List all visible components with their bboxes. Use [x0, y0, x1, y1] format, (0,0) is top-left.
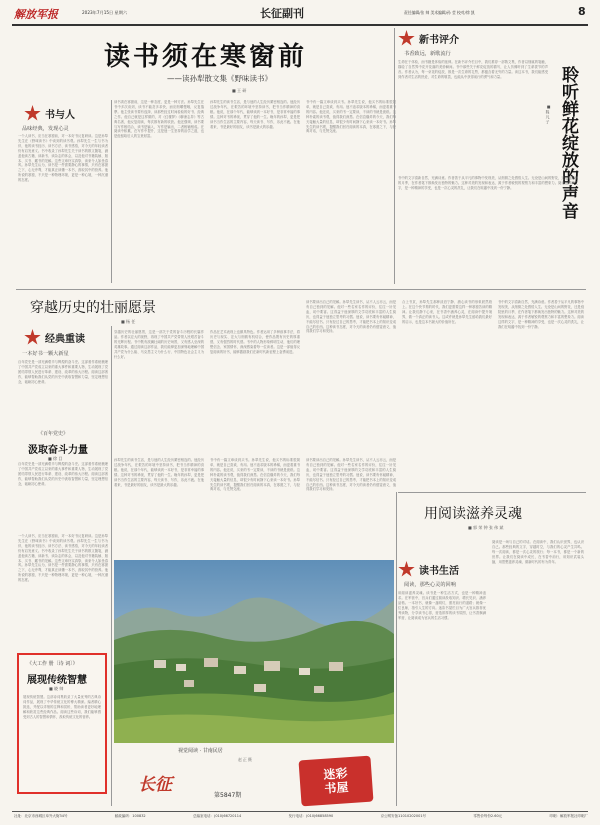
page-number: 8	[578, 5, 586, 18]
article-body-col-b: 读书须在寒窗前，这是一种态度，更是一种方法。孙犁先生在书中多次谈到，读书不能贪多求快，而应细嚼慢咽，反复揣摩。他主张读书要有选择，读那些经过时间检验的好书、经典之作。他自己就是这样做的，对《红楼梦》《聊斋志异》等古典名著，他反复阅读，每次都有新的收获。他还强调，读书要与写作相结合，读书是输入，写作是输出，二者相辅相成。在阅读中积累，在写作中提升，这是他一生坚持的治学之道，也是他留给后人的宝贵财富。	[114, 100, 204, 139]
article-body-col-m3: 一个人读书，应当在寒窗前，对一本好书反复研读。这是孙犁先生在《野味读书》中谈到的读书观。孙犁先生一生与书为伴，他的读书经历、读书方法、读书感悟，对今天的年轻读者仍有启发意义。书中收录了孙犁先生关于读书的散文随笔，涵盖他读古籍、读新书、读杂志的体会，以及他对书籍装帧、版本、买书、藏书的见解。这些文章朴实真挚，读来令人如坐春风。孙犁先生认为，读书是一件需要静心的事情，只有在寒窗之下，心无旁骛，才能真正读懂一本书，汲取其中的营养。他所说的寒窗，不只是一种物理环境，更是一种心境，一种沉潜的态度。	[18, 534, 108, 583]
bottom-license: 京公网安备11010202001号	[380, 814, 427, 818]
article-body-col-j: 作品在艺术表现上也颇具特色。作者运用了多种叙事手法，将历史与现实、宏大与细微有机结合，使作品既有历史的厚重感，又有强烈的时代感。书中的人物形象鲜明生动，他们的理想信念、家国情怀，深深感染着每一位读者。这是一部值得反复阅读的好书，能够激励我们在新时代新征程上奋勇前进。	[210, 330, 300, 354]
main-headline: 读书须在寒窗前	[104, 42, 308, 72]
bottom-rule	[12, 811, 588, 812]
section-divider	[16, 289, 586, 290]
bottom-phone-1: 总编室电话：(010)66720114	[192, 814, 242, 818]
bottom-printer: 印刷：解放军报社印刷厂	[549, 814, 588, 818]
section-new-books	[398, 30, 459, 47]
tradition-article-box	[17, 653, 107, 794]
article-body-col-f2: 书中的文字清新自然，充满诗意。作者善于从平凡的事物中发现美，从细微之处感悟人生。无论是山间的野花，还是庭院里的月季，在作者笔下都焕发出独特的魅力。这种对美的发现和表达，源于作者敏锐的观察力和丰富的想象力。阅读这样的文字，是一种精神的享受，也是一次心灵的洗礼，让我们在喧嚣中找到一份宁静。	[498, 300, 584, 329]
section-title: 经典重读	[45, 334, 85, 345]
article-body-col-a: 一个人读书，应当在寒窗前，对一本好书反复研读。这是孙犁先生在《野味读书》中谈到的读书观。孙犁先生一生与书为伴，他的读书经历、读书方法、读书感悟，对今天的年轻读者仍有启发意义。书中收录了孙犁先生关于读书的散文随笔，涵盖他读古籍、读新书、读杂志的体会，以及他对书籍装帧、版本、买书、藏书的见解。这些文章朴实真挚，读来令人如坐春风。孙犁先生认为，读书是一件需要静心的事情，只有在寒窗之下，心无旁骛，才能真正读懂一本书，汲取其中的营养。他所说的寒窗，不只是一种物理环境，更是一种心境，一种沉潜的态度。	[18, 134, 108, 183]
landscape-photo	[114, 560, 394, 743]
bottom-bar	[14, 814, 588, 819]
section-title: 书与人	[45, 110, 75, 121]
main-subtitle: ——读孙犁散文集《野味读书》	[167, 74, 272, 83]
nourish-byline: ■ 郭 荣 钟 张 伟 斌	[468, 525, 504, 530]
article-body-col-l: 阅读是一场与自己的对话。在阅读中，我们认识世界，也认识自己。那些经典的文字，穿越时空，与我们的心灵产生共鸣。每一次阅读，都是一次心灵的旅行；每一本书，都是一个新的世界。让我们在阅读中成长，在书香中前行，用知识武装头脑，用思想滋养灵魂，做新时代的有为青年。	[492, 540, 584, 564]
article-byline: ■ 程 凡 子	[546, 104, 551, 125]
column-divider	[111, 326, 112, 806]
badge-line-2: 书屋	[324, 780, 349, 796]
star-icon	[398, 561, 415, 578]
calligraphy-long-march: 长征	[138, 775, 172, 795]
section-name: 长征副刊	[260, 7, 304, 20]
section-subtitle: 品味经典，发现心灵	[22, 126, 69, 132]
power-byline: ■ 徐 目	[48, 456, 63, 461]
star-icon	[24, 329, 41, 346]
article-body-col-g: 生命在于体验，而书籍是体验的延伸。在新书评介栏目中，我们推荐一部散文集，作者以细腻的笔触，描绘了自然界中花开花落的美妙瞬间。书中那些关于鲜花绽放的描写，让人仿佛听到了生命拔节的声音。作者认为，每一朵花的绽放，都是一次生命的礼赞，都蕴含着无穷的力量。读这本书，我们能感受到作者对生活的热爱，对生命的敬畏，也能从中获得前行的勇气和力量。	[398, 60, 548, 79]
section-divider	[398, 492, 586, 493]
article-body-col-c: 孙犁先生的读书生活，是与他的人生经历紧密相连的。他经历过战争年代，在艰苦的环境中坚持读书，把书当作精神的食粮。他说，在那个年代，能够读到一本好书，是非常幸福的事情。这种对书的珍视，贯穿了他的一生。晚年的孙犁，更是把读书当作生活的主要内容，每天读书、写作，乐此不疲。在他看来，书是最好的朋友，读书是最大的乐趣。	[210, 100, 300, 129]
article-body-col-f: 合上书页，孙犁先生那种淡泊宁静、潜心读书的形象跃然纸上。在这个快节奏的时代，我们更需要这样一种寒窗苦读的精神。让我们静下心来，在书香中涵养心灵，在阅读中提升境界，做一个真正的读书人。这或许就是孙犁先生留给我们最好的启示，也是这本书最大的价值所在。	[402, 300, 492, 324]
nourish-headline: 用阅读滋养灵魂	[424, 506, 522, 522]
section-reader-heart	[24, 105, 75, 122]
masthead-logo: 解放军报	[14, 8, 58, 21]
history-byline: ■ 杨 任	[121, 319, 136, 324]
tradition-body: 展现传统智慧。这部诗词集收录了大量优秀的古典诗词作品，展现了中华传统文化的博大精深。编者精心挑选，并配以详细的注释和赏析，帮助读者更好地理解和欣赏这些经典作品。阅读这些诗词，我们能够感受到古人的智慧和情怀，汲取传统文化的营养。	[23, 695, 101, 719]
main-byline: ■ 王 研	[232, 88, 247, 93]
top-rule	[12, 24, 588, 26]
tradition-series: 《大工作 册〔诗 词〕》	[27, 661, 78, 667]
camo-bookshop-badge	[298, 756, 373, 807]
article-body-col-h: 书中的文字清新自然，充满诗意。作者善于从平凡的事物中发现美，从细微之处感悟人生。无论是山间的野花，还是庭院里的月季，在作者笔下都焕发出独特的魅力。这种对美的发现和表达，源于作者敏锐的观察力和丰富的想象力。阅读这样的文字，是一种精神的享受，也是一次心灵的洗礼，让我们在喧嚣中找到一份宁静。	[398, 176, 578, 190]
editors-line: 责任编辑/张 帅 美术编辑/孙 莹 校对/徐 凯	[404, 10, 475, 15]
article-body-col-d: 书中有一篇文章谈到买书。孙犁先生说，他买书的标准很简单，就是自己喜欢、有用。他不追求版本的珍稀，而更看重书的内容。他还说，买来的书一定要读，不读的书就是废纸。这种朴素的读书观，值得我们深思。在信息爆炸的今天，我们每天接触大量的信息，却很少有时间静下心来读一本好书。孙犁先生的读书观，提醒我们回归阅读的本真，在寒窗之下，与经典对话，与先贤交流。	[306, 100, 396, 134]
section-title: 读书生活	[419, 566, 459, 577]
section-classics	[24, 329, 85, 346]
article-body-col-k: 用阅读滋养灵魂。读书是一种生活方式，也是一种精神追求。在军营中，官兵们通过阅读汲取知识、增长见识、涵养品格。一本好书，就像一盏明灯，照亮前行的道路；就像一位良师，指引人生的方向。迷彩书屋栏目为广大官兵推荐优秀读物，分享读书心得，营造浓厚的读书氛围，让书香飘满军营，让阅读成为官兵的生活习惯。	[398, 591, 486, 620]
section-reading-life	[398, 561, 459, 578]
history-headline: 穿越历史的壮丽愿景	[30, 300, 156, 316]
section-subtitle: 书香致远，新歌流行	[404, 51, 451, 57]
photo-credit: 赵 正 摄	[238, 757, 252, 762]
photo-mountain-village	[114, 560, 394, 743]
article-body-col-i: 穿越历史的壮丽愿景，这是一部关于党的奋斗历程的长篇作品。作者以宏大的视野，再现了中国共产党带领人民艰苦奋斗的光辉历程。书中既有波澜壮阔的历史场景，又有感人至深的英雄故事。通过阅读这部作品，我们能够更加深刻地理解中国共产党为什么能、马克思主义为什么行、中国特色社会主义为什么好。	[114, 330, 204, 359]
article-body-col-e2: 读书要读出自己的见解。孙犁先生读书，从不人云亦云，而是有自己独到的见解。他对一些名家名作的评价，往往一针见血，切中要害。这得益于他深厚的文学功底和丰富的人生阅历，也得益于他独立思考的习惯。他说，读书要有怀疑精神，不能尽信书。只有经过自己的思考，才能把书本上的知识变成自己的东西。这种读书态度，对今天的读者仍有借鉴意义，值得我们学习和发扬。	[306, 458, 396, 492]
power-series: 《百年党史》	[38, 431, 69, 437]
column-divider	[111, 100, 112, 283]
badge-line-1: 迷彩	[323, 766, 348, 782]
section-subtitle: 阅读，那些心灵的回响	[404, 582, 456, 588]
tradition-title: 展现传统智慧	[27, 675, 87, 686]
issue-number: 第5847期	[214, 792, 242, 799]
power-title: 汲取奋斗力量	[28, 445, 88, 456]
section-subtitle: 一本好书一颗大新星	[22, 351, 69, 357]
article-title: 聆听鲜花绽放的声音	[558, 66, 578, 219]
bottom-price: 零售价每份2.60元	[473, 814, 503, 818]
bottom-phone-2: 发行电话：(010)66858590	[288, 814, 334, 818]
article-body-col-m2: 百年党史是一部充满艰辛与辉煌的奋斗史。这部著作系统梳理了中国共产党成立以来的重大事件和重要人物，生动展现了党团结带领人民进行革命、建设、改革的伟大历程。阅读这部著作，能够帮助我们从党的历史中汲取智慧和力量，坚定理想信念，砥砺初心使命。	[18, 462, 108, 486]
section-title: 新书评介	[419, 35, 459, 46]
star-icon	[398, 30, 415, 47]
article-body-col-d2: 书中有一篇文章谈到买书。孙犁先生说，他买书的标准很简单，就是自己喜欢、有用。他不追求版本的珍稀，而更看重书的内容。他还说，买来的书一定要读，不读的书就是废纸。这种朴素的读书观，值得我们深思。在信息爆炸的今天，我们每天接触大量的信息，却很少有时间静下心来读一本好书。孙犁先生的读书观，提醒我们回归阅读的本真，在寒窗之下，与经典对话，与先贤交流。	[210, 458, 300, 492]
listen-flowers-byline	[546, 104, 551, 124]
column-divider	[394, 28, 395, 284]
star-icon	[24, 105, 41, 122]
article-body-col-m: 百年党史是一部充满艰辛与辉煌的奋斗史。这部著作系统梳理了中国共产党成立以来的重大事件和重要人物，生动展现了党团结带领人民进行革命、建设、改革的伟大历程。阅读这部著作，能够帮助我们从党的历史中汲取智慧和力量，坚定理想信念，砥砺初心使命。	[18, 360, 108, 384]
article-body-col-c2: 孙犁先生的读书生活，是与他的人生经历紧密相连的。他经历过战争年代，在艰苦的环境中坚持读书，把书当作精神的食粮。他说，在那个年代，能够读到一本好书，是非常幸福的事情。这种对书的珍视，贯穿了他的一生。晚年的孙犁，更是把读书当作生活的主要内容，每天读书、写作，乐此不疲。在他看来，书是最好的朋友，读书是最大的乐趣。	[114, 458, 204, 487]
column-divider	[396, 492, 397, 806]
bottom-address: 社址：北京市西城区阜外大街34号	[14, 814, 68, 818]
masthead-date: 2023年7月15日 星期六	[82, 10, 128, 15]
bottom-postcode: 邮政编码：100832	[114, 814, 146, 818]
photo-caption: 视觉阅读 · 甘南民居	[178, 748, 223, 754]
tradition-byline: ■ 晓 帅	[49, 686, 64, 691]
article-body-col-e: 读书要读出自己的见解。孙犁先生读书，从不人云亦云，而是有自己独到的见解。他对一些名家名作的评价，往往一针见血，切中要害。这得益于他深厚的文学功底和丰富的人生阅历，也得益于他独立思考的习惯。他说，读书要有怀疑精神，不能尽信书。只有经过自己的思考，才能把书本上的知识变成自己的东西。这种读书态度，对今天的读者仍有借鉴意义，值得我们学习和发扬。	[306, 300, 396, 334]
